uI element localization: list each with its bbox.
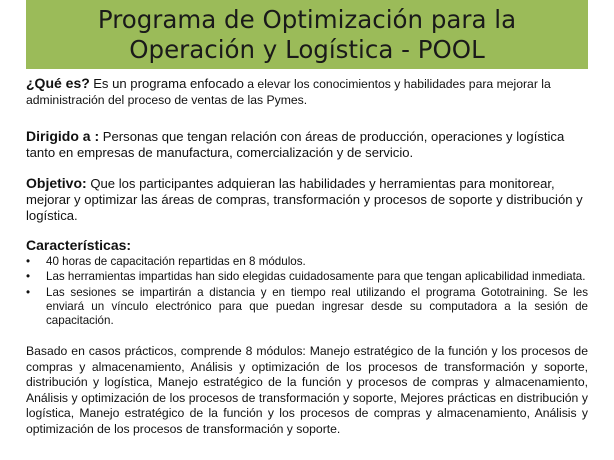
que-es-paragraph [26,75,588,108]
page-title-line-1: Programa de Optimización para la [97,4,517,34]
caracteristicas-heading: Características: [26,237,132,253]
dirigido-text: Personas que tengan relación con áreas de producción, operaciones y logística tanto en empresas de manufactura, comercialización y de servicio. [26,129,565,160]
caracteristicas-list [26,255,588,329]
que-es-text-c: a elevar los conocimientos y habilidades para mejorar la administración del proceso de ventas de las Pymes. [26,77,551,107]
dirigido-paragraph [26,128,588,161]
dirigido-label: Dirigido a : [26,128,100,144]
que-es-text-a: Es un programa [93,76,190,91]
page-title-line-2: Operación y Logística - POOL [129,34,485,64]
list-item [26,286,588,329]
list-item-text: 40 horas de capacitación repartidas en 8 módulos. [46,255,306,268]
summary-paragraph: Basado en casos prácticos, comprende 8 módulos: Manejo estratégico de la función y los procesos de compras y almacenamiento, Análisis y optimización de los procesos de transformación y soporte, distribución y logística, Manejo estratégico de la función y procesos de compras y almacenamiento, Análisis y optimización de los procesos de transformación y soporte, Mejores prácticas en distribución y logística, Manejo estratégico de la función y los procesos de compras y almacenamiento, Análisis y optimización de los procesos de transformación y soporte. [26,344,588,436]
que-es-text-b: enfocado [189,76,244,91]
title-banner [26,0,588,69]
bullet-icon: • [26,270,31,284]
list-item [26,255,588,269]
bullet-icon: • [26,285,31,299]
que-es-label: ¿Qué es? [26,75,90,91]
objetivo-label: Objetivo: [26,175,87,191]
list-item-text: Las sesiones se impartirán a distancia y en tiempo real utilizando el programa Gototraining. Se les enviará un vínculo electrónico para que puedan ingresar desde su computadora a la sesión de capacitación. [46,285,588,328]
objetivo-paragraph [26,175,588,224]
list-item [26,270,588,284]
objetivo-text: Que los participantes adquieran las habilidades y herramientas para monitorear, mejorar y optimizar las áreas de compras, transformación y procesos de soporte y distribución y logística. [26,176,583,223]
list-item-text: Las herramientas impartidas han sido elegidas cuidadosamente para que tengan aplicabilidad inmediata. [46,270,586,284]
bullet-icon: • [26,255,31,268]
